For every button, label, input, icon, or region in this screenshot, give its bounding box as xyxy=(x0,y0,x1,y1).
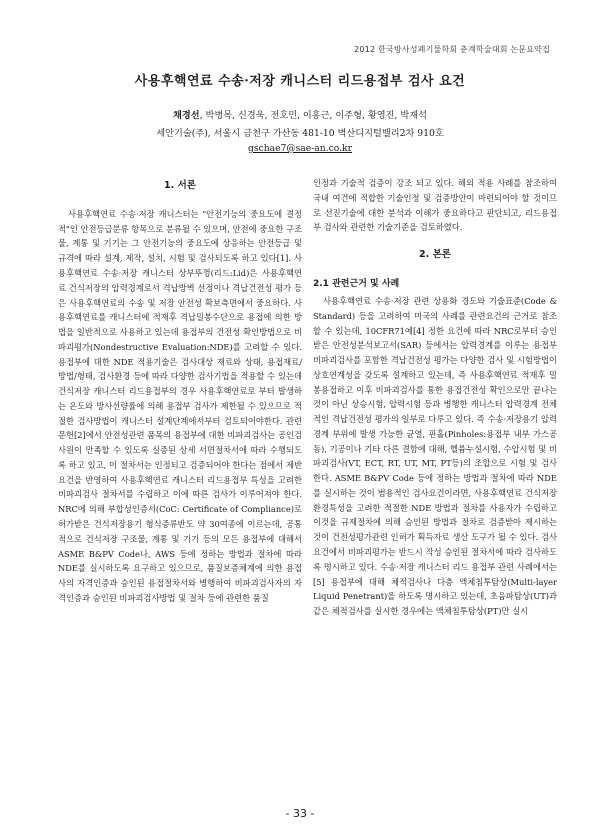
intro-continuation: 인정과 기술적 검증이 강조 되고 있다. 해외 적용 사례를 참조하여 국내 여건에 적합한 기술인정 및 검증방안이 마련되어야 할 것이므로 선진기술에 대한 분석과 이해가 중요하다고 판단되고, 리드용접부 검사와 관련한 기술기준을 검토하였다. xyxy=(313,178,557,233)
left-column xyxy=(58,176,302,606)
page-number: - 33 - xyxy=(285,807,315,820)
section-heading-body: 2. 본론 xyxy=(419,249,451,261)
body-paragraph: 사용후핵연료 수송·저장 관련 상용화 경도와 기술표준(Code & Standard) 등을 고려하여 미국의 사례를 관련요건의 근거로 참조할 수 있는데, 10CFR71예[4] 정한 요건에 따라 NRC로부터 승인받은 안전성분석보고서(SAR) 등에서는 압력경계를 이루는 용접부 비파괴검사를 포함한 격납건전성 평가는 다양한 검사 및 시험방법이 상호연계성을 갖도록 설계하고 있는데, 즉 사용후핵연료 적재후 밀봉용접하고 이후 비파괴검사를 통한 용접건전성 확인으로만 끝나는 것이 아닌 상승시험, 압력시험 등과 병행한 캐니스터 압력경계 전체적인 격납건전성 평가의 일부로 다루고 있다. 즉 수송·저장용기 압력경계 부위에 발생 가능한 균열, 핀홀(Pinholes:용접부 내부 가스공동), 기공이나 기타 다른 결함에 대해, 헬륨누설시험, 수압시험 및 비파괴검사(VT, ECT, RT, UT, MT, PT등)의 조합으로 시험 및 검사한다. ASME B&PV Code 등에 정하는 방법과 절차에 따라 NDE를 실시하는 것이 범용적인 검사요건이라면, 사용후핵연료 건식저장 환경특성을 고려한 적절한 NDE 방법과 절차를 사용자가 수립하고 이것을 규제절차에 의해 승인된 방법과 절차로 검증받아 제시하는 것이 건전성평가관련 인허가 획득자료 생산 도구가 될 수 있다. 검사요건에서 비파괴평가는 반드시 작성 승인된 절차서에 따라 검사하도록 명시하고 있다. 수송·저장 캐니스터 리드 용접부 관련 사례에서는[5] 용접부에 대해 체적검사나 다층 액체침투탐상(Multi-layer Liquid Penetrant)을 하도록 명시하고 있는데, 초음파탐상(UT)과 같은 체적검사를 실시한 경우에는 액체침투탐상(PT)만 실시 xyxy=(313,295,557,617)
co-authors: , 박병목, 신경욱, 전호민, 이홍근, 이주형, 황영진, 박재석 xyxy=(199,110,427,121)
title-block xyxy=(0,70,600,154)
intro-paragraph: 사용후핵연료 수송·저장 캐니스터는 "안전기능의 중요도에 결정적"인 안전등급분류 항목으로 분류될 수 있으며, 안전에 중요한 구조물, 계통 및 기기는 그 안전기능의 중요도에 상응하는 안전등급 및 규격에 따라 설계, 제작, 설치, 시험 및 검사되도록 하고 있다[1]. 사용후핵연료 수송·저장 캐니스터 상부뚜껑(리드:Lid)은 사용후핵연료 건식저장의 압력경계로서 격납방벽 선정이나 격납건전성 평가 등은 사용후핵연료의 수송 및 저장 안전성 확보측면에서 중요하다. 사용후핵연료를 캐니스터에 적재후 격납밀봉수단으로 용접에 의한 방법을 일반적으로 사용하고 있는데 용접부의 건전성 확인방법으로 비파괴평가(Nondestructive Evaluation:NDE)를 고려할 수 있다. 용접부에 대한 NDE 적용기술은 검사대상 재료와 상태, 용접재료/방법/형태, 검사환경 등에 따라 다양한 검사기법을 적용할 수 있는데 건식저장 캐니스터 리드용접부의 경우 사용후핵연료로 부터 발생하는 온도와 방사선량률에 의해 용접부 검사가 제한될 수 있으므로 적절한 검사방법이 캐니스터 설계단계에서부터 검토되어야한다. 관련 문헌[2]에서 안전성관련 품목의 용접부에 대한 비파괴검사는 공인검사원이 만족할 수 있도록 실증된 상세 서면절차서에 따라 수행되도록 하고 있고, 이 절차서는 인정되고 검증되어야 한다는 점에서 제반요건을 반영하여 사용후핵연료 캐니스터 리드용접부 특성을 고려한 비파괴검사 절차서를 수립하고 이에 따른 검사가 이루어져야 한다. NRC에 의해 부합성인증서(CoC: Certificate of Compliance)로 허가받은 건식저장용기 형식증류반도 약 30여종에 이르는데, 공통적으로 건식저장 구조물, 계통 및 기기 등의 모든 용접부에 대해서 ASME B&PV Code나, AWS 등에 정하는 방법과 절차에 따라 NDE를 실시하도록 요구하고 있으므로, 품질보증체계에 의한 용접사의 자격인증과 승인된 용접절차서와 병행하여 비파괴검사자의 자격인증과 승인된 비파괴검사방법 및 절차 등에 관련한 품질 xyxy=(58,208,302,603)
running-header: 2012 한국방사성폐기물학회 춘계학술대회 논문요약집 xyxy=(354,45,550,54)
paper-title: 사용후핵연료 수송·저장 캐니스터 리드용접부 검사 요건 xyxy=(134,74,466,89)
email-link[interactable]: gschae7@sae-an.co.kr xyxy=(247,143,353,154)
author-list xyxy=(0,107,600,121)
lead-author: 채경선 xyxy=(173,110,200,121)
right-column xyxy=(313,176,557,619)
section-heading-introduction: 1. 서론 xyxy=(164,180,196,191)
affiliation: 세안기술(주), 서울시 금천구 가산동 481-10 벽산디지털밸리2차 910호 xyxy=(156,128,444,139)
subsection-heading: 2.1 관련근거 및 사례 xyxy=(313,278,400,289)
